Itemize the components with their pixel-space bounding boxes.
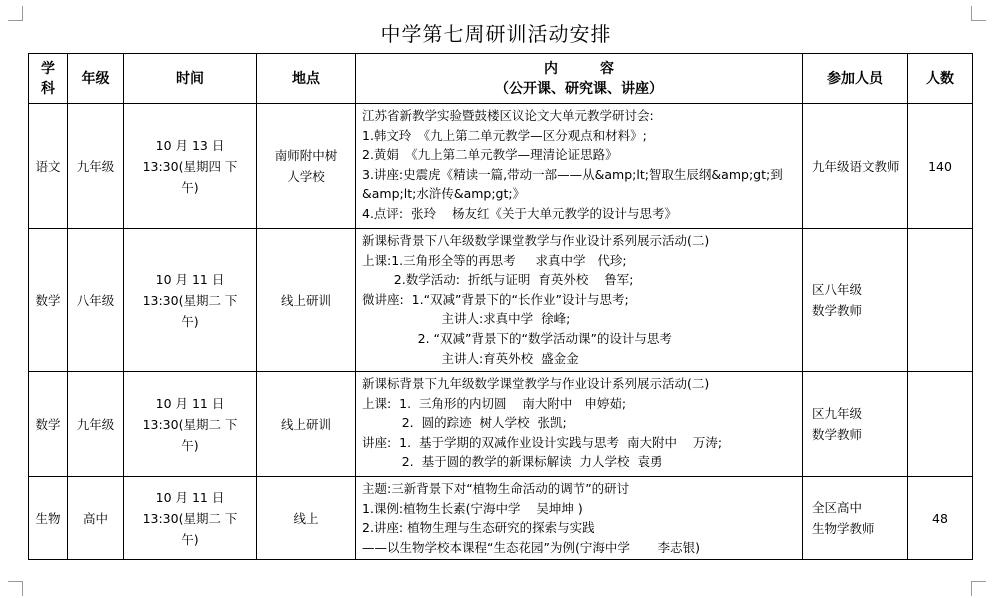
count-cell: 48 bbox=[908, 477, 973, 560]
attendees-cell: 九年级语文教师 bbox=[803, 104, 908, 229]
crop-mark-bottom-right bbox=[971, 581, 986, 596]
schedule-table bbox=[28, 53, 973, 560]
grade-cell: 九年级 bbox=[68, 372, 124, 477]
header-row bbox=[29, 54, 973, 104]
time-cell: 10 月 11 日 13:30(星期二 下 午) bbox=[124, 229, 257, 372]
content-cell: 新课标背景下八年级数学课堂教学与作业设计系列展示活动(二) 上课:1.三角形全等的再思考 求真中学 代珍; 2.数学活动: 折纸与证明 育英外校 鲁军; 微讲座: 1.“双减”背景下的“长作业”设计与思考; 主讲人:求真中学 徐峰; 2. “双减”背景下的“数学活动课”的设计与思考 主讲人:育英外校 盛金金 bbox=[356, 229, 803, 372]
subject-cell: 数学 bbox=[29, 372, 68, 477]
subject-cell: 语文 bbox=[29, 104, 68, 229]
header-content: 内 容 （公开课、研究课、讲座） bbox=[356, 54, 803, 104]
subject-cell: 数学 bbox=[29, 229, 68, 372]
page-title: 中学第七周研训活动安排 bbox=[380, 22, 612, 46]
table-row bbox=[29, 229, 973, 372]
table-row bbox=[29, 372, 973, 477]
header-time: 时间 bbox=[124, 54, 257, 104]
time-cell: 10 月 13 日 13:30(星期四 下 午) bbox=[124, 104, 257, 229]
attendees-cell: 区八年级 数学教师 bbox=[803, 229, 908, 372]
place-cell: 线上研训 bbox=[257, 229, 356, 372]
header-count: 人数 bbox=[908, 54, 973, 104]
header-attendees: 参加人员 bbox=[803, 54, 908, 104]
content-cell: 江苏省新教学实验暨鼓楼区议论文大单元教学研讨会: 1.韩文玲 《九上第二单元教学—区分观点和材料》; 2.黄娟 《九上第二单元教学—理清论证思路》 3.讲座:史震虎《精读一篇,带动一部——从&amp;lt;智取生辰纲&amp;gt;到 &amp;lt;水浒传&amp;gt;》 4.点评: 张玲 杨友红《关于大单元教学的设计与思考》 bbox=[356, 104, 803, 229]
header-place: 地点 bbox=[257, 54, 356, 104]
crop-mark-bottom-left bbox=[8, 581, 23, 596]
grade-cell: 八年级 bbox=[68, 229, 124, 372]
count-cell bbox=[908, 229, 973, 372]
attendees-cell: 区九年级 数学教师 bbox=[803, 372, 908, 477]
content-cell: 主题:三新背景下对“植物生命活动的调节”的研讨 1.课例:植物生长素(宁海中学 吴坤坤 ) 2.讲座: 植物生理与生态研究的探索与实践 ——以生物学校本课程“生态花园”为例(宁海中学 李志银) bbox=[356, 477, 803, 560]
attendees-cell: 全区高中 生物学教师 bbox=[803, 477, 908, 560]
count-cell bbox=[908, 372, 973, 477]
time-cell: 10 月 11 日 13:30(星期二 下 午) bbox=[124, 477, 257, 560]
place-cell: 线上研训 bbox=[257, 372, 356, 477]
header-grade: 年级 bbox=[68, 54, 124, 104]
grade-cell: 高中 bbox=[68, 477, 124, 560]
time-cell: 10 月 11 日 13:30(星期二 下 午) bbox=[124, 372, 257, 477]
content-cell: 新课标背景下九年级数学课堂教学与作业设计系列展示活动(二) 上课: 1. 三角形的内切圆 南大附中 申婷茹; 2. 圆的踪迹 树人学校 张凯; 讲座: 1. 基于学期的双减作业设计实践与思考 南大附中 万涛; 2. 基于圆的教学的新课标解读 力人学校 袁勇 bbox=[356, 372, 803, 477]
table-row bbox=[29, 104, 973, 229]
table-row bbox=[29, 477, 973, 560]
grade-cell: 九年级 bbox=[68, 104, 124, 229]
subject-cell: 生物 bbox=[29, 477, 68, 560]
count-cell: 140 bbox=[908, 104, 973, 229]
header-subject: 学 科 bbox=[29, 54, 68, 104]
place-cell: 线上 bbox=[257, 477, 356, 560]
place-cell: 南师附中树 人学校 bbox=[257, 104, 356, 229]
